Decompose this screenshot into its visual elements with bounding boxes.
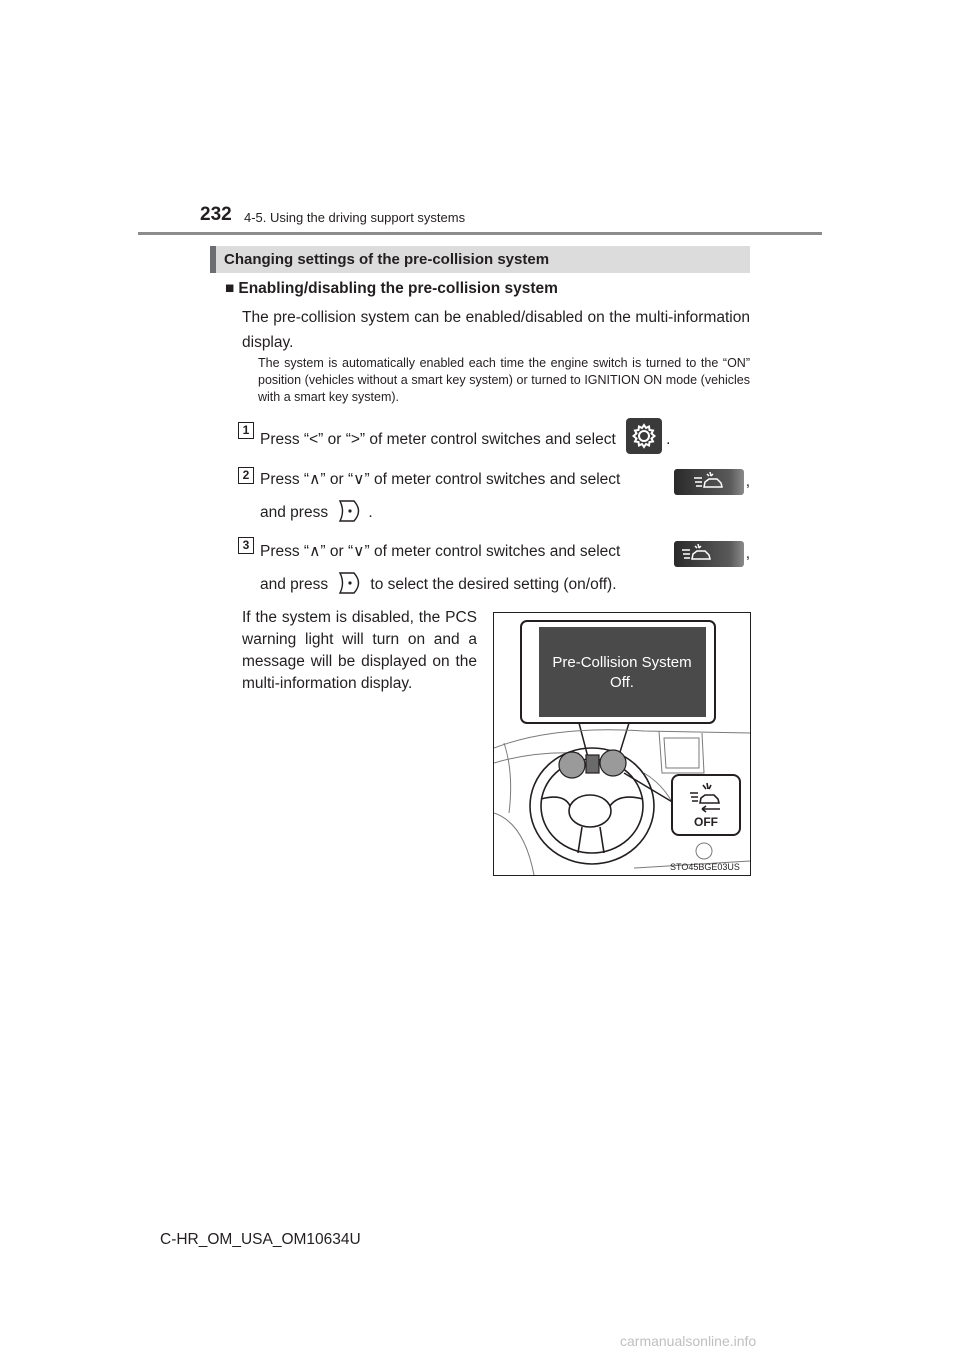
step-3-icon-group xyxy=(674,541,750,567)
header-rule xyxy=(138,232,822,235)
step-1-text-a: Press “<” or “>” of meter control switches and select xyxy=(260,431,616,449)
step-3-text-b: , xyxy=(745,545,750,562)
pcs-setting-icon xyxy=(674,469,744,495)
dashboard-illustration xyxy=(493,612,751,876)
subsection-heading xyxy=(225,280,558,298)
running-head: 4-5. Using the driving support systems xyxy=(244,210,466,225)
pcs-setting-icon xyxy=(674,541,744,567)
section-heading-title: Changing settings of the pre-collision system xyxy=(224,251,550,268)
display-line-1: Pre-Collision System xyxy=(552,654,692,671)
result-paragraph: If the system is disabled, the PCS warning light will turn on and a message will be displayed on the multi-information display. xyxy=(242,609,477,692)
subsection-title: Enabling/disabling the pre-collision system xyxy=(238,280,558,297)
step-2-line2-a: and press xyxy=(260,504,329,522)
step-number-1: 1 xyxy=(238,422,254,439)
section-heading-bar xyxy=(210,246,216,273)
step-2-text-b: , xyxy=(745,473,750,490)
step-number-3: 3 xyxy=(238,537,254,554)
step-2-line2-b: . xyxy=(368,504,373,522)
step-2-text xyxy=(260,469,750,495)
step-3-line2-a: and press xyxy=(260,576,329,594)
note-paragraph: The system is automatically enabled each time the engine switch is turned to the “ON” position (vehicles without a smart key system) or turned to IGNITION ON mode (vehicles with a smart key system). xyxy=(258,356,750,404)
gear-icon xyxy=(626,418,662,454)
watermark: carmanualsonline.info xyxy=(620,1333,757,1349)
step-3-line2 xyxy=(260,574,617,596)
enter-button-icon xyxy=(336,498,366,524)
display-message xyxy=(546,653,698,693)
document-id: C-HR_OM_USA_OM10634U xyxy=(160,1231,361,1248)
step-2-line2 xyxy=(260,502,373,524)
step-3-text xyxy=(260,541,750,567)
enter-button-icon xyxy=(336,570,366,596)
step-3-line2-b: to select the desired setting (on/off). xyxy=(370,576,617,594)
square-bullet: ■ xyxy=(225,280,235,297)
step-number-2: 2 xyxy=(238,467,254,484)
section-heading xyxy=(210,246,750,273)
page-number: 232 xyxy=(200,204,232,225)
step-2-icon-group xyxy=(674,469,750,495)
warning-off-label: OFF xyxy=(694,815,718,829)
step-2-text-a: Press “∧” or “∨” of meter control switches and select xyxy=(260,471,621,488)
step-1-text-b: . xyxy=(666,431,671,449)
intro-paragraph: The pre-collision system can be enabled/disabled on the multi-information display. xyxy=(242,309,750,351)
figure-code: STO45BGE03US xyxy=(670,862,740,872)
display-line-2: Off. xyxy=(610,674,634,691)
step-3-text-a: Press “∧” or “∨” of meter control switches and select xyxy=(260,543,621,560)
step-1-text xyxy=(260,426,670,454)
